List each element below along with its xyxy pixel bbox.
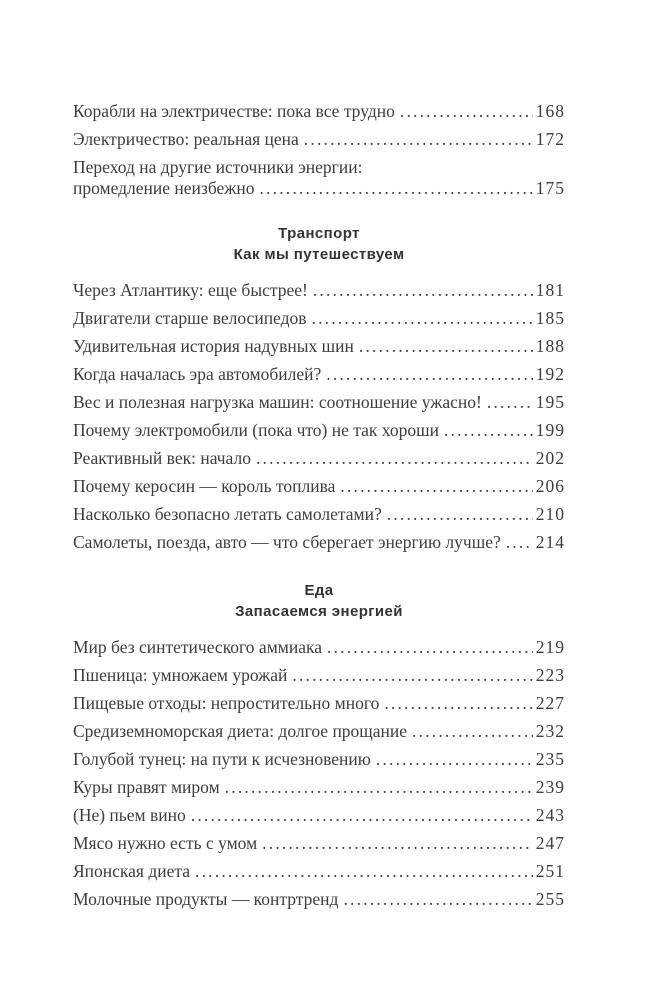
dot-leader [387,500,533,528]
toc-entry-title: Насколько безопасно летать самолетами? [73,504,382,524]
toc-section [73,276,565,556]
toc-entry [73,801,565,829]
toc-entry [73,360,565,388]
page-number: 202 [535,448,565,468]
toc-entry-title: Почему электромобили (пока что) не так хороши [73,420,439,440]
dot-leader [313,276,533,304]
toc-section [73,97,565,199]
dot-leader [400,97,533,125]
page-number: 206 [535,476,565,496]
toc-entry [73,304,565,332]
dot-leader [376,745,533,773]
toc-entry-title: Двигатели старше велосипедов [73,308,307,328]
page-number: 214 [535,532,565,552]
toc-entry-title: Молочные продукты — контртренд [73,889,339,909]
toc-entry [73,689,565,717]
toc-entry [73,332,565,360]
toc-entry [73,857,565,885]
toc-entry-title: Почему керосин — король топлива [73,476,336,496]
toc-entry-title: Когда началась эра автомобилей? [73,364,322,384]
section-header [73,223,565,265]
dot-leader [340,472,532,500]
dot-leader [256,444,533,472]
page-number: 243 [535,805,565,825]
page-number: 192 [535,364,565,384]
page-number: 227 [535,693,565,713]
dot-leader [506,528,533,556]
toc-entry-title: Реактивный век: начало [73,448,251,468]
toc-entry [73,472,565,500]
section-title: Транспорт [278,225,360,242]
dot-leader [343,885,532,913]
page-number: 175 [535,178,565,198]
toc-entry-title: Мир без синтетического аммиака [73,637,322,657]
dot-leader [292,661,532,689]
toc-entry [73,829,565,857]
toc-entry [73,416,565,444]
dot-leader [262,829,533,857]
dot-leader [444,416,533,444]
toc-entry-title: Пищевые отходы: непростительно много [73,693,380,713]
dot-leader [412,717,533,745]
toc-entry-title: Японская диета [73,861,191,881]
section-header [73,580,565,622]
page-number: 255 [535,889,565,909]
page-number: 210 [535,504,565,524]
toc-section [73,633,565,913]
toc-entry [73,444,565,472]
page-number: 188 [535,336,565,356]
toc-entry [73,773,565,801]
page-number: 239 [535,777,565,797]
toc-entry [73,157,565,199]
page-number: 181 [535,280,565,300]
toc-entry-title: промедление неизбежно [73,178,255,198]
toc-entry-title: Самолеты, поезда, авто — что сберегает энергию лучше? [73,532,501,552]
dot-leader [195,857,533,885]
toc-entry-title: (Не) пьем вино [73,805,186,825]
toc-entry [73,661,565,689]
page-number: 235 [535,749,565,769]
dot-leader [327,633,533,661]
toc-entry-title: Пшеница: умножаем урожай [73,665,288,685]
page-number: 247 [535,833,565,853]
toc-entry-title: Корабли на электричестве: пока все трудно [73,101,395,121]
dot-leader [384,689,532,717]
toc-entry-title: Средиземноморская диета: долгое прощание [73,721,408,741]
page-number: 199 [535,420,565,440]
dot-leader [191,801,533,829]
toc-entry-title: Голубой тунец: на пути к исчезновению [73,749,371,769]
toc-entry-title: Куры правят миром [73,777,220,797]
page-number: 219 [535,637,565,657]
page-number: 168 [535,101,565,121]
section-subtitle: Как мы путешествуем [233,246,405,263]
page-number: 223 [535,665,565,685]
dot-leader [312,304,533,332]
toc-entry-title: Переход на другие источники энергии: [73,157,363,177]
dot-leader [259,178,532,199]
toc-entry-title: Электричество: реальная цена [73,129,299,149]
dot-leader [487,388,533,416]
section-title: Еда [304,582,334,599]
toc-entry [73,528,565,556]
toc-entry [73,125,565,153]
page-number: 251 [535,861,565,881]
toc-entry [73,717,565,745]
dot-leader [326,360,533,388]
page-number: 195 [535,392,565,412]
toc-entry [73,745,565,773]
toc-entry [73,178,565,199]
table-of-contents [73,97,565,913]
toc-entry [73,388,565,416]
toc-entry [73,885,565,913]
dot-leader [304,125,533,153]
toc-entry-title: Через Атлантику: еще быстрее! [73,280,308,300]
page-number: 185 [535,308,565,328]
toc-entry [73,97,565,125]
toc-entry [73,500,565,528]
toc-entry-title: Мясо нужно есть с умом [73,833,258,853]
dot-leader [359,332,533,360]
toc-entry-title: Вес и полезная нагрузка машин: соотношение ужасно! [73,392,482,412]
page-number: 232 [535,721,565,741]
toc-entry [73,633,565,661]
toc-entry-title: Удивительная история надувных шин [73,336,354,356]
section-subtitle: Запасаемся энергией [235,603,403,620]
page-number: 172 [535,129,565,149]
dot-leader [225,773,533,801]
toc-entry [73,276,565,304]
